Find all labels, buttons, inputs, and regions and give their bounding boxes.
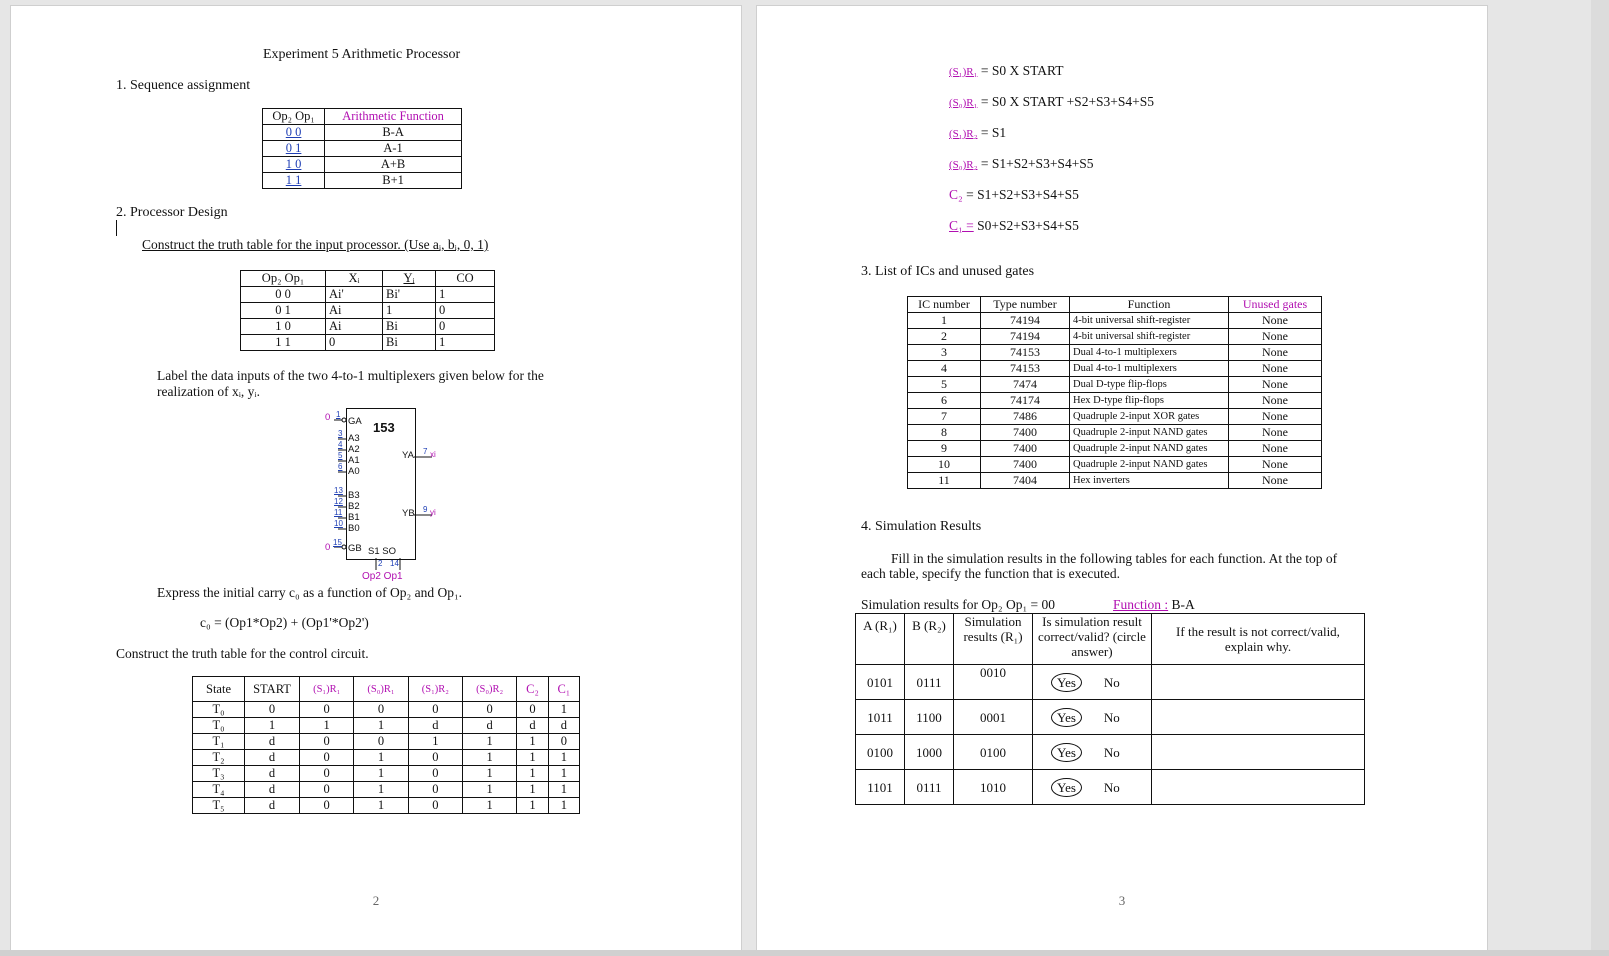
table-row: T₁ d 0 0 1 1 1 0 — [193, 734, 580, 750]
pin-number: 13 — [334, 486, 343, 495]
section-2-heading: 2. Processor Design — [116, 205, 228, 220]
no-option[interactable]: No — [1103, 744, 1120, 760]
table-row: T₀ 0 0 0 0 0 0 1 — [193, 702, 580, 718]
pin-number: 11 — [334, 508, 343, 517]
yes-option[interactable]: Yes — [1051, 778, 1082, 797]
pin-a2: A2 — [348, 444, 360, 455]
table-row: T₄ d 0 1 0 1 1 1 — [193, 782, 580, 798]
explanation-cell[interactable] — [1152, 665, 1365, 700]
ga-input-label: 0 — [325, 412, 331, 423]
sim-function: Function : B-A — [1113, 597, 1195, 612]
pin-a1: A1 — [348, 455, 360, 466]
label-instruction-line1: Label the data inputs of the two 4-to-1 multiplexers given below for the — [157, 368, 544, 383]
s1-pin-number: 2 — [378, 559, 383, 568]
construct-input-instruction: Construct the truth table for the input processor. (Use aᵢ, bᵢ, 0, 1) — [142, 237, 489, 252]
label-instruction-line2: realization of xᵢ, yᵢ. — [157, 384, 261, 399]
table-row: 6 74174 Hex D-type flip-flops None — [908, 393, 1322, 409]
pin-number: 6 — [338, 462, 343, 471]
page-3 — [756, 5, 1488, 952]
equation-c1: C₁ = S0+S2+S3+S4+S5 — [949, 218, 1079, 233]
table-row: T₂ d 0 1 0 1 1 1 — [193, 750, 580, 766]
explanation-cell[interactable] — [1152, 770, 1365, 805]
table-row: 0100 1000 0100 Yes No — [856, 735, 1365, 770]
pin-ga: GA — [348, 416, 362, 427]
section-1-heading: 1. Sequence assignment — [116, 78, 251, 93]
pin-yb: YB — [402, 508, 415, 519]
table-row: 1 74194 4-bit universal shift-register None — [908, 313, 1322, 329]
pin-a3: A3 — [348, 433, 360, 444]
pin-number: 4 — [338, 440, 343, 449]
yes-option[interactable]: Yes — [1051, 743, 1082, 762]
table-row: 11 7404 Hex inverters None — [908, 473, 1322, 489]
s0-pin-number: 14 — [390, 559, 399, 568]
control-circuit-table: State START (S₁)R₁ (S₀)R₁ (S₁)R₂ (S₀)R₂ C₂ C₁ T₀ 0 0 0 0 0 0 1 T₀ 1 1 1 d d d d T₁ d 0 0 1 1 1 0 T₂ d 0 1 0 1 1 1 T₃ d 0 1 0 1 1 1 T₄ d 0 1 0 1 1 1 T₅ d 0 1 0 1 1 1 — [192, 676, 580, 814]
simulation-results-table: A (R₁) B (R₂) Simulation results (R₁) Is simulation result correct/valid? (circle answer) If the result is not correct/valid, explain why. 0101 0111 0010 Yes No 1011 1100 0001 Yes No 0100 1000 0100 Yes No 1101 0111 1010 Yes No — [855, 613, 1365, 805]
table-row: 0 0 Ai' Bi' 1 — [241, 287, 495, 303]
yb-pin-number: 9 — [423, 505, 428, 514]
table-row: 0 0 B-A — [263, 125, 462, 141]
table-row: 10 7400 Quadruple 2-input NAND gates None — [908, 457, 1322, 473]
pin-number: 10 — [334, 519, 343, 528]
answer-cell[interactable] — [1033, 665, 1152, 700]
input-processor-table: Op₂ Op₁ Xᵢ Yᵢ CO 0 0 Ai' Bi' 1 0 1 Ai 1 0 1 0 Ai Bi 0 1 1 0 Bi 1 — [240, 270, 495, 351]
section-3-heading: 3. List of ICs and unused gates — [861, 264, 1035, 279]
table-row: 1 1 0 Bi 1 — [241, 335, 495, 351]
select-input-labels: Op2 Op1 — [362, 571, 403, 582]
pin-b1: B1 — [348, 512, 360, 523]
seq-header-function: Arithmetic Function — [325, 109, 462, 125]
answer-cell[interactable] — [1033, 700, 1152, 735]
mux-153-diagram — [316, 408, 456, 586]
ya-output-label: xi — [430, 450, 436, 459]
equation-s0r1: (S₀)R₁ = S0 X START +S2+S3+S4+S5 — [949, 94, 1155, 109]
table-row: T₅ d 0 1 0 1 1 1 — [193, 798, 580, 814]
yes-option[interactable]: Yes — [1051, 673, 1082, 692]
table-row: T₃ d 0 1 0 1 1 1 — [193, 766, 580, 782]
pin-ya: YA — [402, 450, 414, 461]
equation-s0r2: (S₀)R₂ = S1+S2+S3+S4+S5 — [949, 156, 1094, 171]
carry-equation: c₀ = (Op1*Op2) + (Op1'*Op2') — [200, 615, 369, 630]
seq-header-op: Op₂ Op₁ — [263, 109, 325, 125]
page-2 — [10, 5, 742, 952]
no-option[interactable]: No — [1103, 709, 1120, 725]
text-cursor — [116, 220, 117, 236]
answer-cell[interactable] — [1033, 735, 1152, 770]
yb-output-label: yi — [430, 508, 436, 517]
fill-instruction-line1: Fill in the simulation results in the following tables for each function. At the top of — [891, 551, 1338, 566]
equation-s1r2: (S₁)R₂ = S1 — [949, 125, 1007, 140]
answer-cell[interactable] — [1033, 770, 1152, 805]
table-row: 1011 1100 0001 Yes No — [856, 700, 1365, 735]
page-number: 2 — [372, 893, 380, 908]
equation-c2: C₂ = S1+S2+S3+S4+S5 — [949, 187, 1079, 202]
pin-select: S1 SO — [368, 546, 396, 557]
pin-number: 5 — [338, 451, 343, 460]
explanation-cell[interactable] — [1152, 700, 1365, 735]
pin-number: 12 — [334, 497, 343, 506]
fill-instruction-line2: each table, specify the function that is executed. — [861, 566, 1121, 581]
table-row: 1 1 B+1 — [263, 173, 462, 189]
table-row: 7 7486 Quadruple 2-input XOR gates None — [908, 409, 1322, 425]
document-title: Experiment 5 Arithmetic Processor — [263, 47, 461, 62]
no-option[interactable]: No — [1103, 674, 1120, 690]
pin-b3: B3 — [348, 490, 360, 501]
table-row: 9 7400 Quadruple 2-input NAND gates None — [908, 441, 1322, 457]
construct-control-instruction: Construct the truth table for the control circuit. — [116, 646, 369, 661]
vertical-scrollbar[interactable] — [1591, 0, 1609, 956]
pin-a0: A0 — [348, 466, 360, 477]
table-row: 1101 0111 1010 Yes No — [856, 770, 1365, 805]
yes-option[interactable]: Yes — [1051, 708, 1082, 727]
sequence-table — [262, 108, 462, 189]
table-row: 4 74153 Dual 4-to-1 multiplexers None — [908, 361, 1322, 377]
pin-gb: GB — [348, 543, 362, 554]
ic-list-table: IC number Type number Function Unused gates 1 74194 4-bit universal shift-register None 2 74194 4-bit universal shift-register None 3 74153 Dual 4-to-1 multiplexers None 4 74153 Dual 4-to-1 multiplexers None 5 7474 Dual D-type flip-flops None 6 74174 Hex D-type flip-flops None 7 7486 Quadruple 2-input XOR gates None 8 7400 Quadruple 2-input NAND gates None 9 7400 Quadruple 2-input NAND gates None 10 7400 Quadruple 2-input NAND gates None 11 7404 Hex inverters None — [907, 296, 1322, 489]
mux-chip-number: 153 — [373, 420, 395, 435]
gb-input-label: 0 — [325, 542, 331, 553]
section-4-heading: 4. Simulation Results — [861, 519, 982, 534]
table-row: 0 1 Ai 1 0 — [241, 303, 495, 319]
table-row: 3 74153 Dual 4-to-1 multiplexers None — [908, 345, 1322, 361]
express-carry-instruction: Express the initial carry c₀ as a function of Op₂ and Op₁. — [157, 585, 463, 600]
gb-pin-number: 15 — [333, 538, 342, 547]
pin-b0: B0 — [348, 523, 360, 534]
table-row: 1 0 A+B — [263, 157, 462, 173]
ga-pin-number: 1 — [336, 410, 341, 419]
table-row: 2 74194 4-bit universal shift-register None — [908, 329, 1322, 345]
table-row: T₀ 1 1 1 d d d d — [193, 718, 580, 734]
pin-number: 3 — [338, 429, 343, 438]
table-row: 1 0 Ai Bi 0 — [241, 319, 495, 335]
page-number: 3 — [1118, 893, 1126, 908]
table-row: 0101 0111 0010 Yes No — [856, 665, 1365, 700]
table-row: 0 1 A-1 — [263, 141, 462, 157]
sim-caption: Simulation results for Op₂ Op₁ = 00 — [861, 597, 1056, 612]
pin-b2: B2 — [348, 501, 360, 512]
table-row: 5 7474 Dual D-type flip-flops None — [908, 377, 1322, 393]
horizontal-scrollbar[interactable] — [0, 950, 1609, 956]
no-option[interactable]: No — [1103, 779, 1120, 795]
ya-pin-number: 7 — [423, 447, 428, 456]
table-row: 8 7400 Quadruple 2-input NAND gates None — [908, 425, 1322, 441]
explanation-cell[interactable] — [1152, 735, 1365, 770]
equation-s1r1: (S₁)R₁ = S0 X START — [949, 63, 1064, 78]
